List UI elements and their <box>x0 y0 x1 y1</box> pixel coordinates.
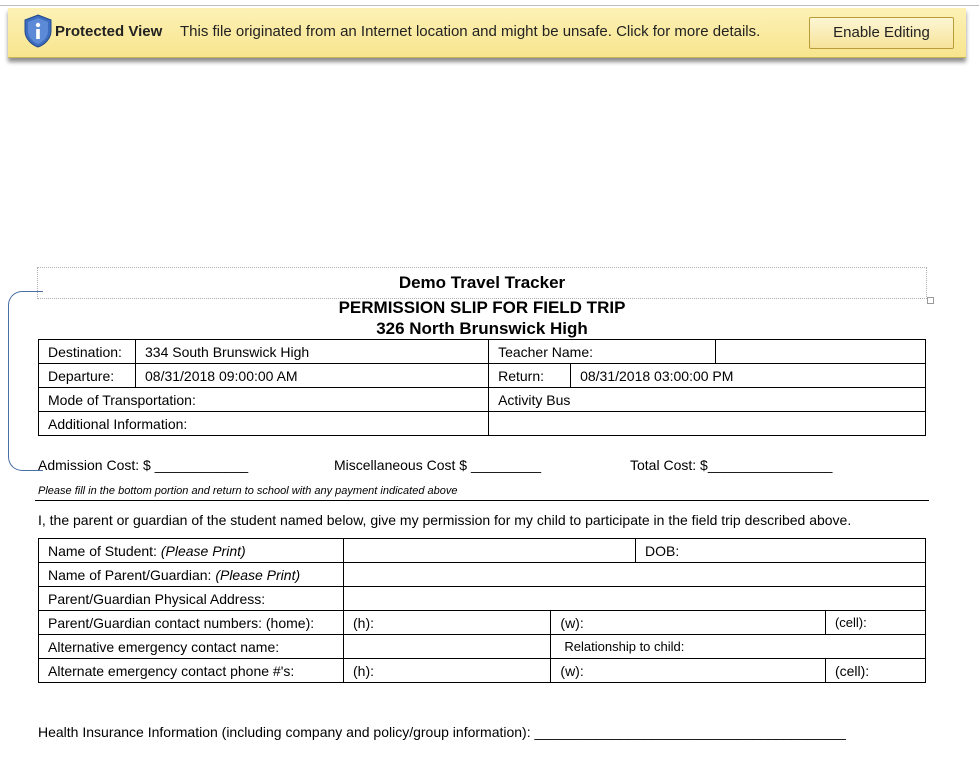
resize-handle[interactable] <box>927 297 934 304</box>
return-label: Return: <box>489 364 571 388</box>
trip-details-table <box>38 339 926 436</box>
cell-phone[interactable]: (cell): <box>825 611 925 635</box>
parent-name-value[interactable] <box>344 563 926 587</box>
additional-info-value <box>489 412 926 436</box>
departure-value: 08/31/2018 09:00:00 AM <box>136 364 489 388</box>
table-row <box>39 635 926 659</box>
dob-label: DOB: <box>636 539 926 563</box>
info-shield-icon <box>22 14 54 48</box>
emergency-work-phone[interactable]: (w): <box>551 659 826 683</box>
address-label: Parent/Guardian Physical Address: <box>39 587 344 611</box>
student-name-label: Name of Student: (Please Print) <box>39 539 344 563</box>
table-row <box>39 340 926 364</box>
table-row <box>39 539 926 563</box>
consent-statement: I, the parent or guardian of the student named below, give my permission for my child to participate in the field trip described above. <box>38 512 852 528</box>
enable-editing-button[interactable]: Enable Editing <box>809 17 954 49</box>
transport-value: Activity Bus <box>489 388 926 412</box>
table-row <box>39 587 926 611</box>
return-note: Please fill in the bottom portion and return to school with any payment indicated above <box>38 485 458 497</box>
admission-cost: Admission Cost: $ ____________ <box>38 457 249 473</box>
transport-label: Mode of Transportation: <box>39 388 489 412</box>
work-phone[interactable]: (w): <box>551 611 826 635</box>
relationship-label: Relationship to child: <box>551 635 926 659</box>
departure-label: Departure: <box>39 364 136 388</box>
document-header-title: Demo Travel Tracker <box>398 273 566 292</box>
table-row <box>39 563 926 587</box>
return-value: 08/31/2018 03:00:00 PM <box>571 364 926 388</box>
table-row <box>39 659 926 683</box>
table-row <box>39 364 926 388</box>
total-cost: Total Cost: $________________ <box>630 457 833 473</box>
address-value[interactable] <box>344 587 926 611</box>
emergency-home-phone[interactable]: (h): <box>344 659 551 683</box>
emergency-cell-phone[interactable]: (cell): <box>825 659 925 683</box>
slip-title: PERMISSION SLIP FOR FIELD TRIP <box>338 298 626 317</box>
student-name-value[interactable] <box>344 539 636 563</box>
table-row <box>39 388 926 412</box>
destination-label: Destination: <box>39 340 136 364</box>
emergency-phone-label: Alternate emergency contact phone #'s: <box>39 659 344 683</box>
destination-value: 334 South Brunswick High <box>136 340 489 364</box>
teacher-value <box>716 340 926 364</box>
parent-name-label: Name of Parent/Guardian: (Please Print) <box>39 563 344 587</box>
top-border-line <box>0 5 979 6</box>
protected-view-bar <box>8 8 966 58</box>
teacher-label: Teacher Name: <box>489 340 716 364</box>
protected-view-message[interactable]: This file originated from an Internet location and might be unsafe. Click for more details. <box>180 23 761 40</box>
divider <box>35 500 929 501</box>
misc-cost: Miscellaneous Cost $ _________ <box>334 457 542 473</box>
emergency-name-value[interactable] <box>344 635 551 659</box>
table-row <box>39 412 926 436</box>
contact-numbers-label: Parent/Guardian contact numbers: (home): <box>39 611 344 635</box>
school-name: 326 North Brunswick High <box>376 319 588 338</box>
protected-view-title: Protected View <box>55 23 163 40</box>
emergency-name-label: Alternative emergency contact name: <box>39 635 344 659</box>
home-phone[interactable]: (h): <box>344 611 551 635</box>
student-info-table <box>38 538 926 683</box>
health-insurance-line: Health Insurance Information (including company and policy/group information): ________________________________________ <box>38 724 846 740</box>
additional-info-label: Additional Information: <box>39 412 489 436</box>
table-row <box>39 611 926 635</box>
